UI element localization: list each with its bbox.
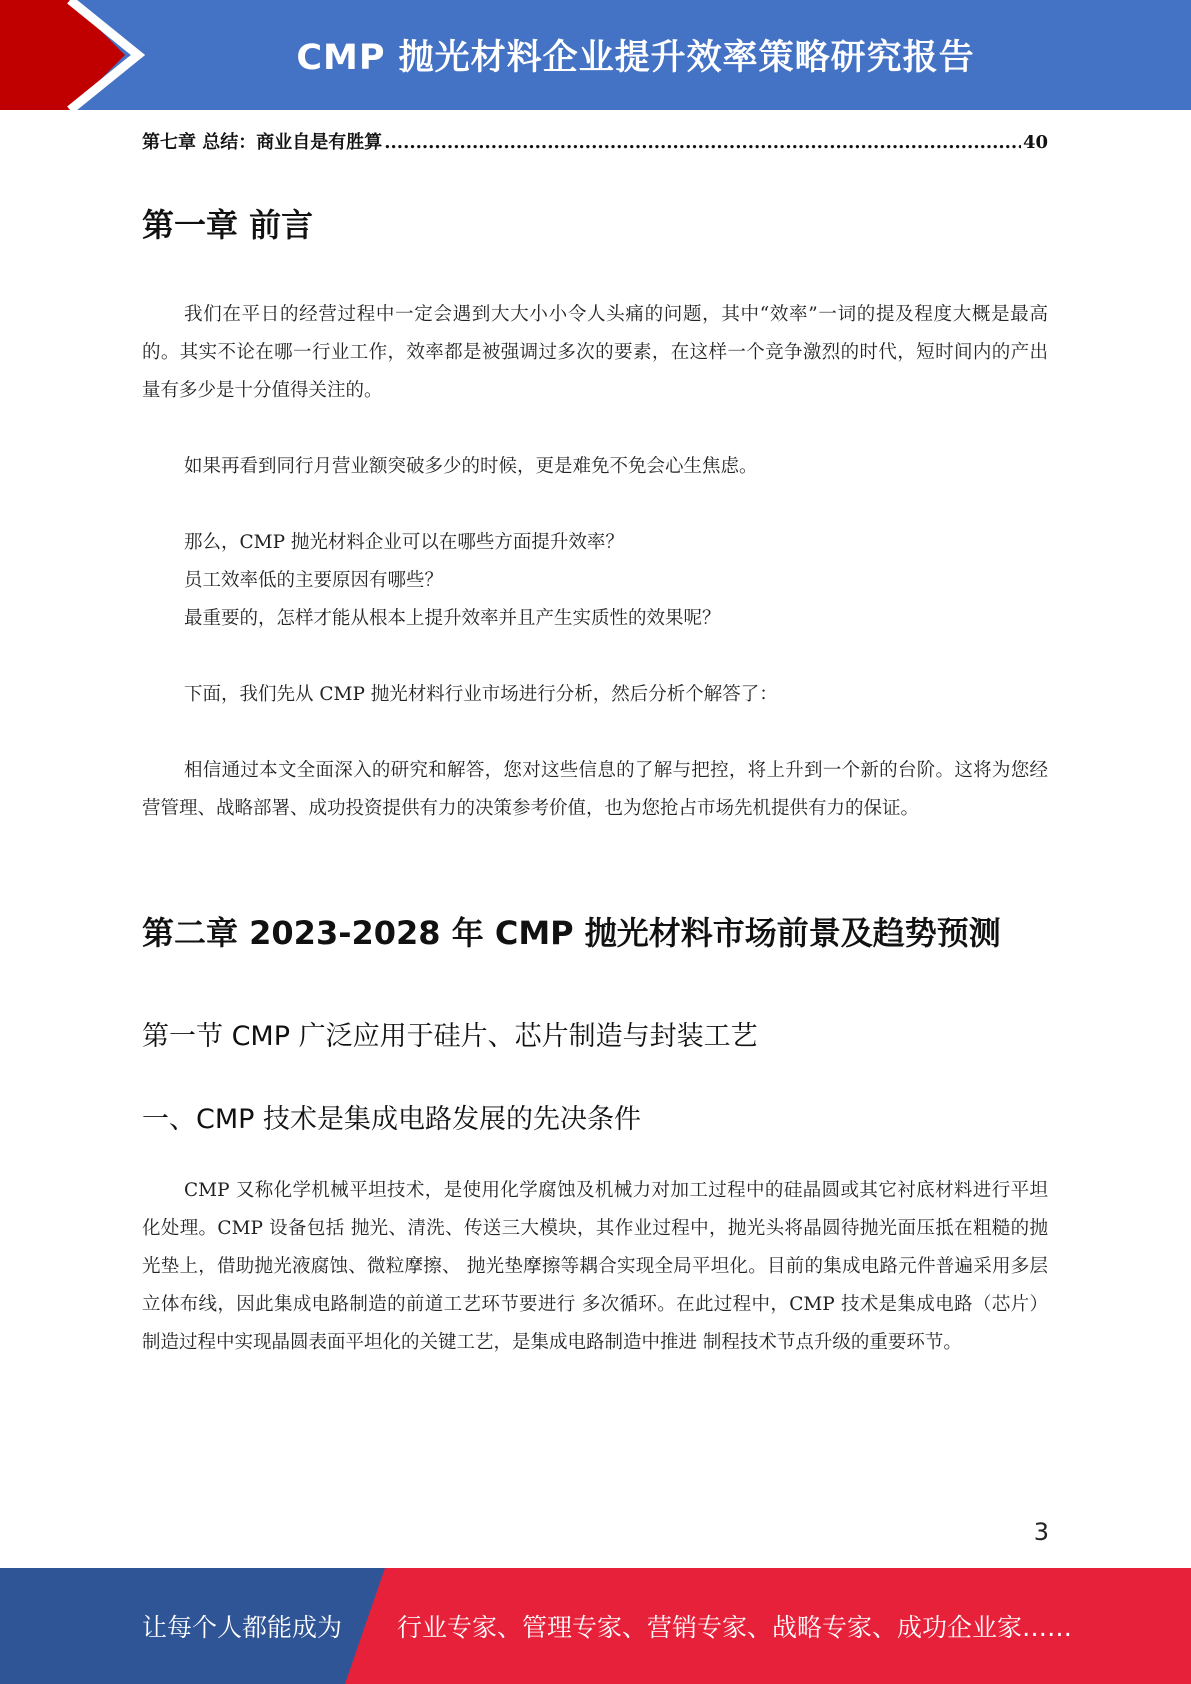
toc-entry-chapter7[interactable]: [142, 128, 1048, 158]
chapter-1-paragraph-1: 我们在平日的经营过程中一定会遇到大大小小令人头痛的问题，其中“效率”一词的提及程度大概是最高的。其实不论在哪一行业工作，效率都是被强调过多次的要素，在这样一个竞争激烈的时代，短时间内的产出量有多少是十分值得关注的。: [142, 304, 1048, 401]
header-arrow-decoration: [0, 0, 150, 110]
question-3: 最重要的，怎样才能从根本上提升效率并且产生实质性的效果呢？: [184, 608, 721, 629]
page-number: 3: [1033, 1518, 1049, 1546]
chapter-2-paragraph-1: CMP 又称化学机械平坦技术，是使用化学腐蚀及机械力对加工过程中的硅晶圆或其它衬底材料进行平坦化处理。CMP 设备包括 抛光、清洗、传送三大模块，其作业过程中，抛光头将晶圆待抛光面压抵在粗糙的抛光垫上，借助抛光液腐蚀、微粒摩擦、 抛光垫摩擦等耦合实现全局平坦化。目前的集成电路元件普遍采用多层立体布线，因此集成电路制造的前道工艺环节要进行 多次循环。在此过程中，CMP 技术是集成电路（芯片）制造过程中实现晶圆表面平坦化的关键工艺，是集成电路制造中推进 制程技术节点升级的重要环节。: [142, 1180, 1048, 1353]
page-footer: [0, 1568, 1191, 1684]
chapter-1-heading: 第一章 前言: [142, 206, 314, 244]
footer-slogan-left: 让每个人都能成为: [142, 1613, 343, 1642]
chapter-1-paragraph-4: 相信通过本文全面深入的研究和解答，您对这些信息的了解与把控，将上升到一个新的台阶。这将为您经营管理、战略部署、成功投资提供有力的决策参考价值，也为您抢占市场先机提供有力的保证。: [142, 760, 1048, 819]
question-2: 员工效率低的主要原因有哪些？: [184, 570, 444, 591]
toc-leader-dots: [384, 132, 1021, 153]
toc-entry-label: 第七章 总结：商业自是有胜算: [142, 132, 383, 153]
chapter-1-paragraph-3: 下面，我们先从 CMP 抛光材料行业市场进行分析，然后分析个解答了：: [184, 684, 778, 705]
section-1-heading: 第一节 CMP 广泛应用于硅片、芯片制造与封装工艺: [142, 1021, 758, 1052]
question-1: 那么，CMP 抛光材料企业可以在哪些方面提升效率？: [184, 532, 624, 553]
report-title: CMP 抛光材料企业提升效率策略研究报告: [296, 38, 975, 78]
chapter-2-heading: 第二章 2023-2028 年 CMP 抛光材料市场前景及趋势预测: [142, 914, 1001, 952]
page-header: [0, 0, 1191, 110]
subsection-1-heading: 一、CMP 技术是集成电路发展的先决条件: [142, 1104, 642, 1135]
footer-slogan-right: 行业专家、管理专家、营销专家、战略专家、成功企业家……: [397, 1613, 1073, 1642]
chapter-1-paragraph-2: 如果再看到同行月营业额突破多少的时候，更是难免不免会心生焦虑。: [184, 456, 758, 477]
toc-entry-page: 40: [1022, 132, 1048, 153]
